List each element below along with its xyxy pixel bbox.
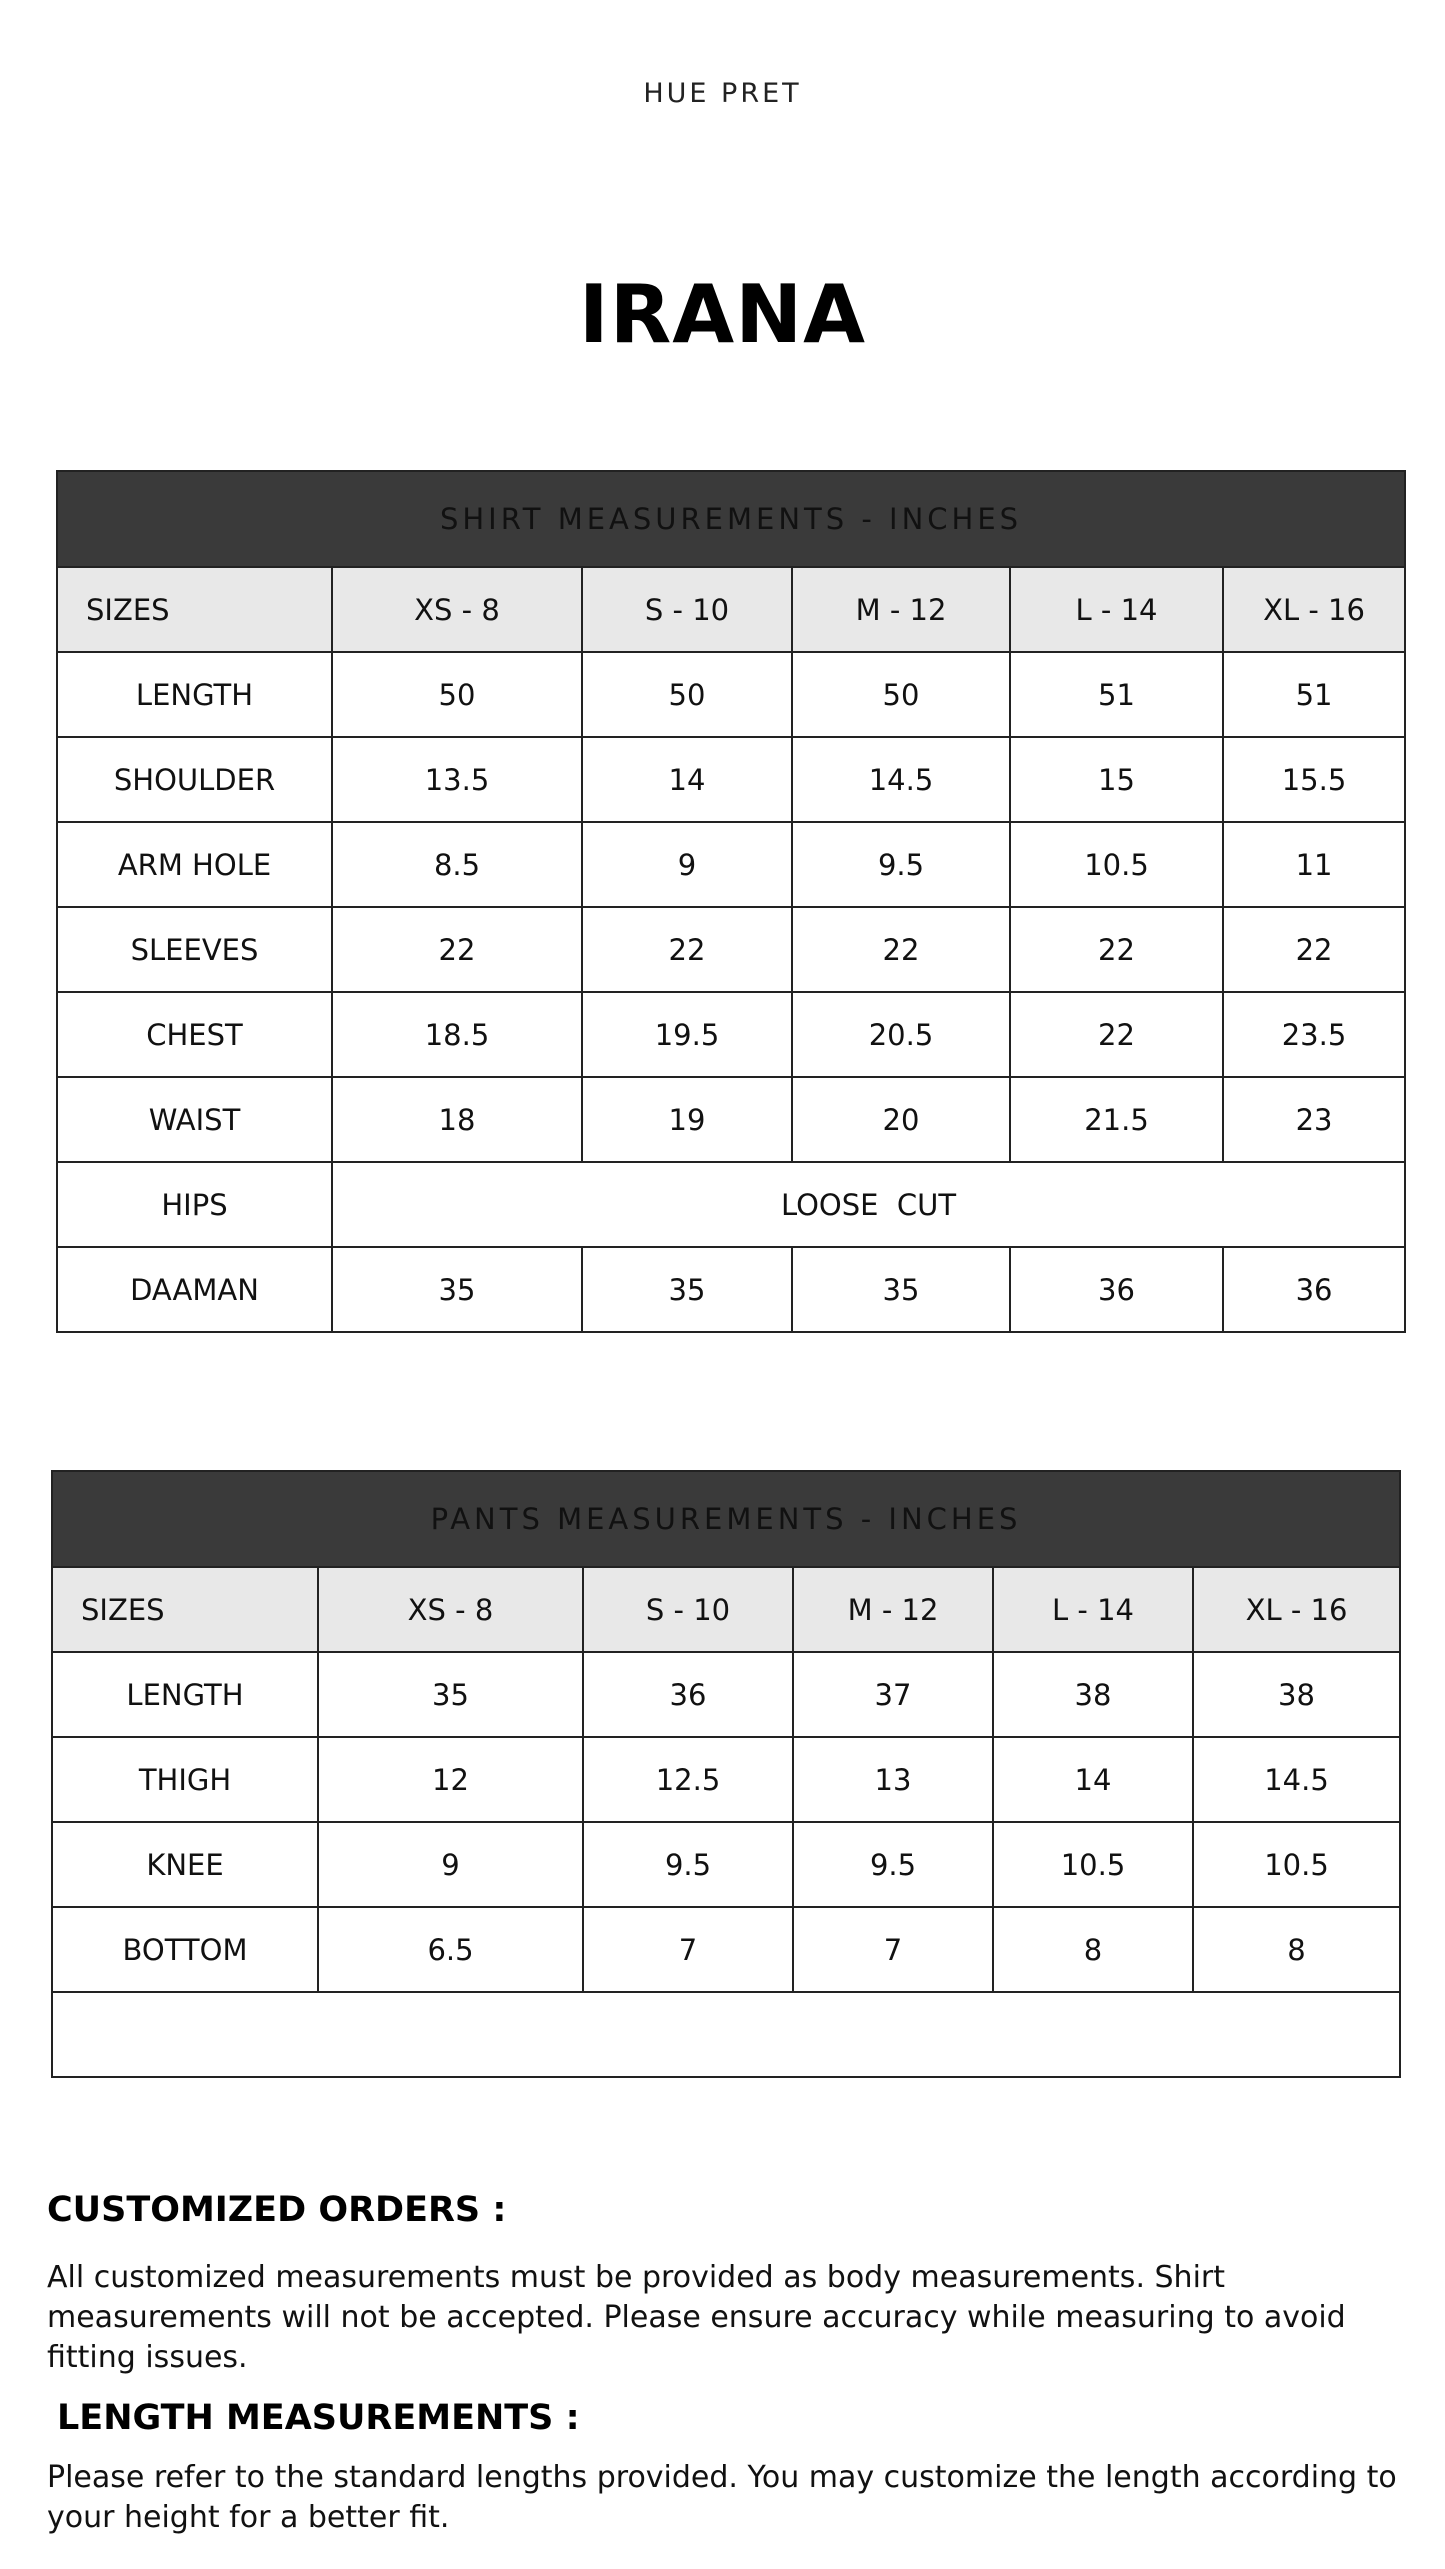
shirt-size-header: M - 12 (792, 567, 1010, 652)
table-cell: 8 (1193, 1907, 1400, 1992)
table-row (57, 822, 1405, 907)
table-row (52, 1907, 1400, 1992)
table-row (57, 992, 1405, 1077)
table-cell: 11 (1223, 822, 1405, 907)
table-cell: 35 (582, 1247, 792, 1332)
shirt-table-heading: SHIRT MEASUREMENTS - INCHES (57, 471, 1405, 567)
table-cell: 21.5 (1010, 1077, 1223, 1162)
table-row (57, 1077, 1405, 1162)
table-cell: 14 (582, 737, 792, 822)
page-title: IRANA (578, 268, 867, 361)
row-label: THIGH (52, 1737, 318, 1822)
pants-table-heading: PANTS MEASUREMENTS - INCHES (52, 1471, 1400, 1567)
shirt-size-header: XL - 16 (1223, 567, 1405, 652)
table-cell: 50 (332, 652, 582, 737)
row-label: SHOULDER (57, 737, 332, 822)
table-cell: 9 (582, 822, 792, 907)
table-cell: 7 (793, 1907, 993, 1992)
table-cell: 23.5 (1223, 992, 1405, 1077)
shirt-size-header: L - 14 (1010, 567, 1223, 652)
table-cell: 22 (332, 907, 582, 992)
table-cell: 22 (792, 907, 1010, 992)
row-label: LENGTH (52, 1652, 318, 1737)
table-cell: 15 (1010, 737, 1223, 822)
brand-name: HUE PRET (643, 78, 802, 109)
table-cell: 14 (993, 1737, 1193, 1822)
table-row (57, 652, 1405, 737)
row-label: CHEST (57, 992, 332, 1077)
table-cell: 18 (332, 1077, 582, 1162)
pants-size-header: M - 12 (793, 1567, 993, 1652)
row-label: DAAMAN (57, 1247, 332, 1332)
table-cell: 10.5 (1193, 1822, 1400, 1907)
table-cell: 22 (1010, 907, 1223, 992)
pants-size-header: S - 10 (583, 1567, 793, 1652)
table-row (57, 1247, 1405, 1332)
table-cell: 36 (1223, 1247, 1405, 1332)
customized-orders-heading: CUSTOMIZED ORDERS : (47, 2190, 507, 2230)
table-cell: 38 (1193, 1652, 1400, 1737)
table-cell: 51 (1010, 652, 1223, 737)
table-cell: 8.5 (332, 822, 582, 907)
table-cell: 10.5 (1010, 822, 1223, 907)
row-label: ARM HOLE (57, 822, 332, 907)
length-measurements-text: Please refer to the standard lengths provided. You may customize the length according to your height for a better fit. (47, 2460, 1397, 2535)
table-cell: 38 (993, 1652, 1193, 1737)
table-cell: 12.5 (583, 1737, 793, 1822)
table-cell: 36 (1010, 1247, 1223, 1332)
table-cell: 9 (318, 1822, 583, 1907)
table-cell: 13 (793, 1737, 993, 1822)
shirt-measurements-table (56, 470, 1406, 1333)
table-cell: 22 (582, 907, 792, 992)
table-cell: 6.5 (318, 1907, 583, 1992)
table-cell: 20.5 (792, 992, 1010, 1077)
table-cell: 37 (793, 1652, 993, 1737)
shirt-size-header: S - 10 (582, 567, 792, 652)
table-row (52, 1652, 1400, 1737)
table-cell: 23 (1223, 1077, 1405, 1162)
shirt-sizes-label: SIZES (57, 567, 332, 652)
table-cell: 9.5 (792, 822, 1010, 907)
row-label: KNEE (52, 1822, 318, 1907)
table-cell: 35 (318, 1652, 583, 1737)
pants-size-header: XL - 16 (1193, 1567, 1400, 1652)
pants-size-header: L - 14 (993, 1567, 1193, 1652)
table-cell: 14.5 (1193, 1737, 1400, 1822)
table-cell: 50 (582, 652, 792, 737)
customized-orders-text: All customized measurements must be provided as body measurements. Shirt measurements will not be accepted. Please ensure accuracy while measuring to avoid fitting issues. (47, 2260, 1346, 2375)
table-cell: 10.5 (993, 1822, 1193, 1907)
table-row (57, 1162, 1405, 1247)
pants-sizes-label: SIZES (52, 1567, 318, 1652)
table-row (52, 1822, 1400, 1907)
table-cell: 36 (583, 1652, 793, 1737)
table-cell: 13.5 (332, 737, 582, 822)
row-label: SLEEVES (57, 907, 332, 992)
table-cell: 9.5 (583, 1822, 793, 1907)
loose-cut-cell: LOOSE CUT (332, 1162, 1405, 1247)
table-cell: 50 (792, 652, 1010, 737)
table-cell: 51 (1223, 652, 1405, 737)
pants-measurements-table (51, 1470, 1401, 2078)
pants-size-header: XS - 8 (318, 1567, 583, 1652)
table-row (57, 907, 1405, 992)
table-cell: 8 (993, 1907, 1193, 1992)
table-row (52, 1737, 1400, 1822)
table-cell: 35 (332, 1247, 582, 1332)
table-cell: 18.5 (332, 992, 582, 1077)
table-cell: 14.5 (792, 737, 1010, 822)
table-cell: 12 (318, 1737, 583, 1822)
row-label: HIPS (57, 1162, 332, 1247)
table-cell: 35 (792, 1247, 1010, 1332)
table-cell: 20 (792, 1077, 1010, 1162)
table-row (57, 737, 1405, 822)
empty-cell (52, 1992, 1400, 2077)
row-label: BOTTOM (52, 1907, 318, 1992)
table-cell: 19.5 (582, 992, 792, 1077)
table-cell: 22 (1010, 992, 1223, 1077)
row-label: LENGTH (57, 652, 332, 737)
empty-table-row (52, 1992, 1400, 2077)
table-cell: 22 (1223, 907, 1405, 992)
table-cell: 7 (583, 1907, 793, 1992)
table-cell: 9.5 (793, 1822, 993, 1907)
table-cell: 15.5 (1223, 737, 1405, 822)
shirt-size-header: XS - 8 (332, 567, 582, 652)
length-measurements-heading: LENGTH MEASUREMENTS : (57, 2398, 580, 2438)
row-label: WAIST (57, 1077, 332, 1162)
table-cell: 19 (582, 1077, 792, 1162)
